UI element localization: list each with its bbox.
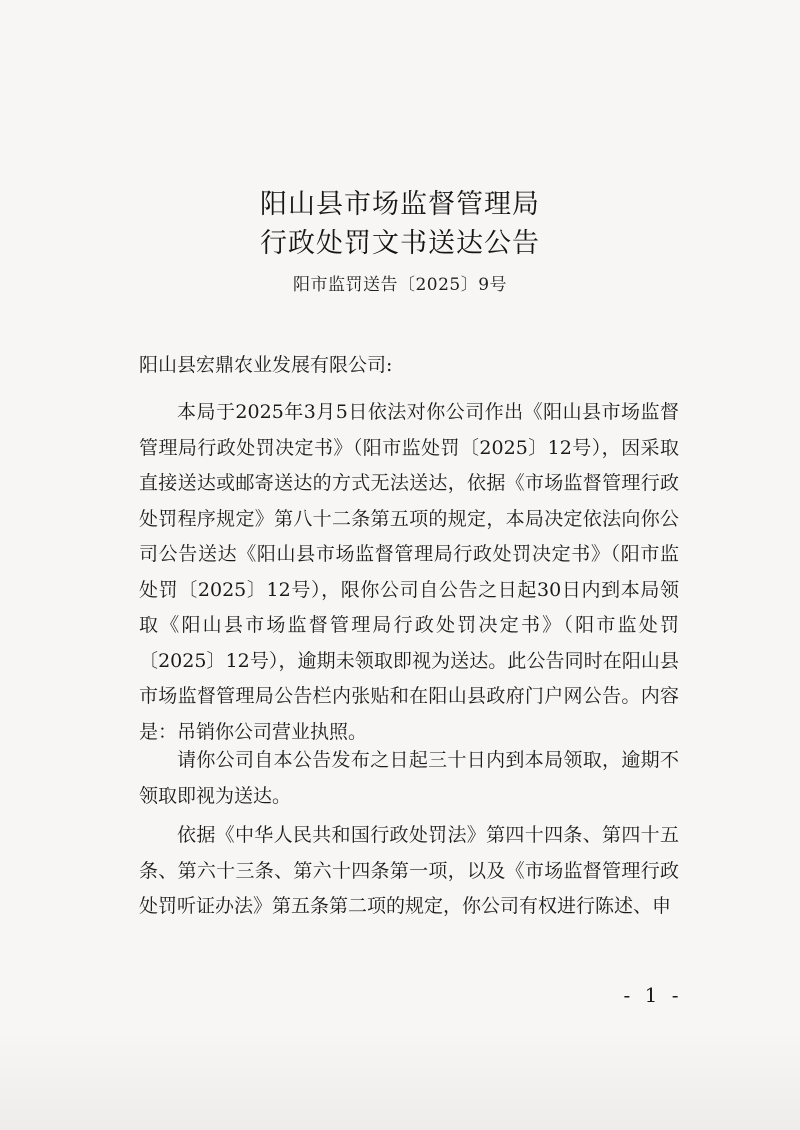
salutation: 阳山县宏鼎农业发展有限公司: [139, 354, 393, 376]
paragraph-legal-rights: 依据《中华人民共和国行政处罚法》第四十四条、第四十五条、第六十三条、第六十四条第一项，以及《市场监督管理行政处罚听证办法》第五条第二项的规定，你公司有权进行陈述、申 [139, 824, 679, 917]
page-number: - 1 - [623, 983, 683, 1007]
paragraph-collection-deadline: 请你公司自本公告发布之日起三十日内到本局领取，逾期不领取即视为送达。 [139, 749, 679, 807]
scan-edge-shadow [0, 1030, 800, 1130]
paragraph-notice-main: 本局于2025年3月5日依法对你公司作出《阳山县市场监督管理局行政处罚决定书》（阳市监处罚〔2025〕12号），因采取直接送达或邮寄送达的方式无法送达，依据《市场监督管理行政处罚程序规定》第八十二条第五项的规定，本局决定依法向你公司公告送达《阳山县市场监督管理局行政处罚决定书》（阳市监处罚〔2025〕12号），限你公司自公告之日起30日内到本局领取《阳山县市场监督管理局行政处罚决定书》（阳市监处罚〔2025〕12号），逾期未领取即视为送达。此公告同时在阳山县市场监督管理局公告栏内张贴和在阳山县政府门户网公告。内容是：吊销你公司营业执照。 [139, 401, 679, 743]
document-title-notice: 行政处罚文书送达公告 [260, 228, 540, 259]
document-number: 阳市监罚送告〔2025〕9号 [292, 275, 508, 295]
document-title-agency: 阳山县市场监督管理局 [260, 189, 540, 220]
